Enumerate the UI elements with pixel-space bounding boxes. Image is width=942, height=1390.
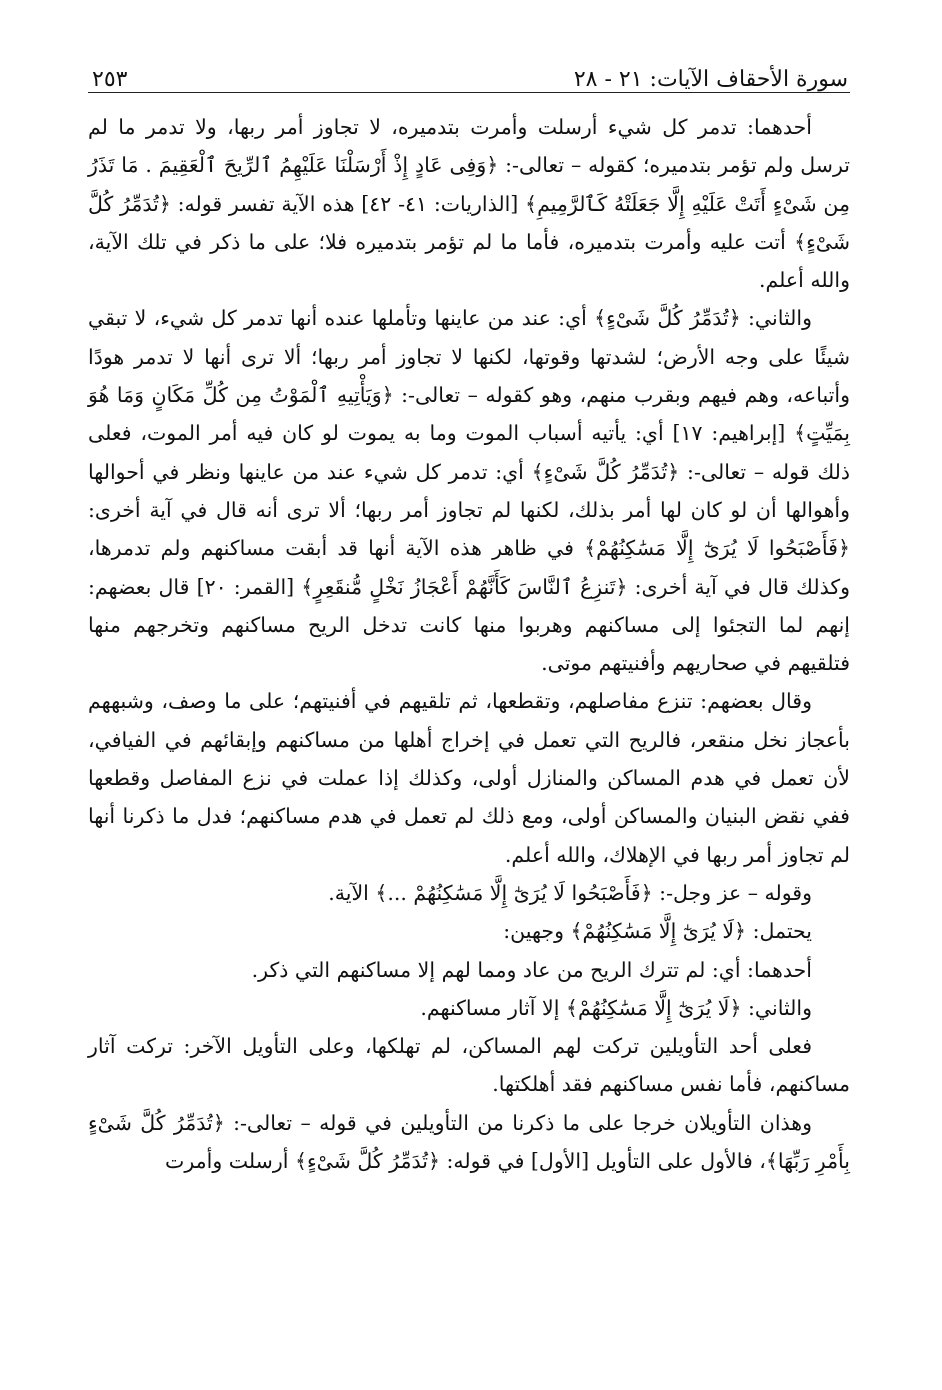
surah-title: سورة الأحقاف الآيات: ٢١ - ٢٨ xyxy=(573,67,848,92)
paragraph-two-aspects: يحتمل: ﴿لَا يُرَىٰٓ إِلَّا مَسَٰكِنُهُمْ﴾ وجهين: xyxy=(503,919,812,944)
running-header xyxy=(88,52,850,92)
paragraph-first-interpretation: أحدهما: تدمر كل شيء أرسلت وأمرت بتدميره، لا تجاوز أمر ربها، ولا تدمر ما لم ترسل ولم تؤمر بتدميره؛ كقوله – تعالى-: ﴿وَفِى عَادٍ إِذْ أَرْسَلْنَا عَلَيْهِمُ ٱلرِّيحَ ٱلْعَقِيمَ . مَا تَذَرُ مِن شَىْءٍ أَتَتْ عَلَيْهِ إِلَّا جَعَلَتْهُ كَٱلرَّمِيمِ﴾ [الذاريات: ٤١- ٤٢] هذه الآية تفسر قوله: ﴿تُدَمِّرُ كُلَّ شَىْءٍ﴾ أتت عليه وأمرت بتدميره، فأما ما لم تؤمر بتدميره فلا؛ على ما ذكر في تلك الآية، والله أعلم. xyxy=(88,115,850,293)
paragraph-verse-quote: وقوله – عز وجل-: ﴿فَأَصْبَحُوا لَا يُرَىٰٓ إِلَّا مَسَٰكِنُهُمْ ...﴾ الآية. xyxy=(328,880,812,905)
paragraph-final: وهذان التأويلان خرجا على ما ذكرنا من التأويلين في قوله – تعالى-: ﴿تُدَمِّرُ كُلَّ شَىْءٍ بِأَمْرِ رَبِّهَا﴾، فالأول على التأويل [الأول] في قوله: ﴿تُدَمِّرُ كُلَّ شَىْءٍ﴾ أرسلت وأمرت xyxy=(88,1110,850,1174)
page-number: ٢٥٣ xyxy=(92,67,128,92)
paragraph-aspect-two: والثاني: ﴿لَا يُرَىٰٓ إِلَّا مَسَٰكِنُهُمْ﴾ إلا آثار مساكنهم. xyxy=(420,995,812,1020)
paragraph-other-opinion: وقال بعضهم: تنزع مفاصلهم، وتقطعها، ثم تلقيهم في أفنيتهم؛ على ما وصف، وشبههم بأعجاز نخل منقعر، فالريح التي تعمل في إخراج أهلها من مساكنهم وإبقائهم في الفيافي، لأن تعمل في هدم المساكن والمنازل أولى، وكذلك إذا عملت في نزع المفاصل وقطعها ففي نقض البنيان والمساكن أولى، ومع ذلك لم تعمل في هدم مساكنهم؛ فدل ما ذكرنا أنها لم تجاوز أمر ربها في الإهلاك، والله أعلم. xyxy=(88,689,850,867)
header-rule xyxy=(88,92,850,93)
paragraph-aspect-one: أحدهما: أي: لم تترك الريح من عاد ومما لهم إلا مساكنهم التي ذكر. xyxy=(251,957,812,982)
body-text xyxy=(88,108,850,1180)
paragraph-second-interpretation: والثاني: ﴿تُدَمِّرُ كُلَّ شَىْءٍ﴾ أي: عند من عاينها وتأملها عنده أنها تدمر كل شيء، لا تبقي شيئًا على وجه الأرض؛ لشدتها وقوتها، لكنها لا تجاوز أمر ربها؛ ألا ترى أنها لا تدمر هودًا وأتباعه، وهم فيهم وبقرب منهم، وهو كقوله – تعالى-: ﴿وَيَأْتِيهِ ٱلْمَوْتُ مِن كُلِّ مَكَانٍ وَمَا هُوَ بِمَيِّتٍ﴾ [إبراهيم: ١٧] أي: يأتيه أسباب الموت وما به يموت لو كان فيه أمر الموت، فعلى ذلك قوله – تعالى-: ﴿تُدَمِّرُ كُلَّ شَىْءٍ﴾ أي: تدمر كل شيء عند من عاينها ونظر في أحوالها وأهوالها أن لو كان لها أمر بذلك، لكنها لم تجاوز أمر ربها؛ ألا ترى أنه قال في آية أخرى: ﴿فَأَصْبَحُوا لَا يُرَىٰٓ إِلَّا مَسَٰكِنُهُمْ﴾ في ظاهر هذه الآية أنها قد أبقت مساكنهم ولم تدمرها، وكذلك قال في آية أخرى: ﴿تَنزِعُ ٱلنَّاسَ كَأَنَّهُمْ أَعْجَازُ نَخْلٍ مُّنقَعِرٍ﴾ [القمر: ٢٠] قال بعضهم: إنهم لما التجئوا إلى مساكنهم وهربوا منها كانت تدخل الريح مساكنهم وتخرجهم منها فتلقيهم في صحاريهم وأفنيتهم موتى. xyxy=(88,306,851,676)
paragraph-conclusion: فعلى أحد التأويلين تركت لهم المساكن، لم تهلكها، وعلى التأويل الآخر: تركت آثار مساكنهم، فأما نفس مساكنهم فقد أهلكتها. xyxy=(88,1034,850,1097)
